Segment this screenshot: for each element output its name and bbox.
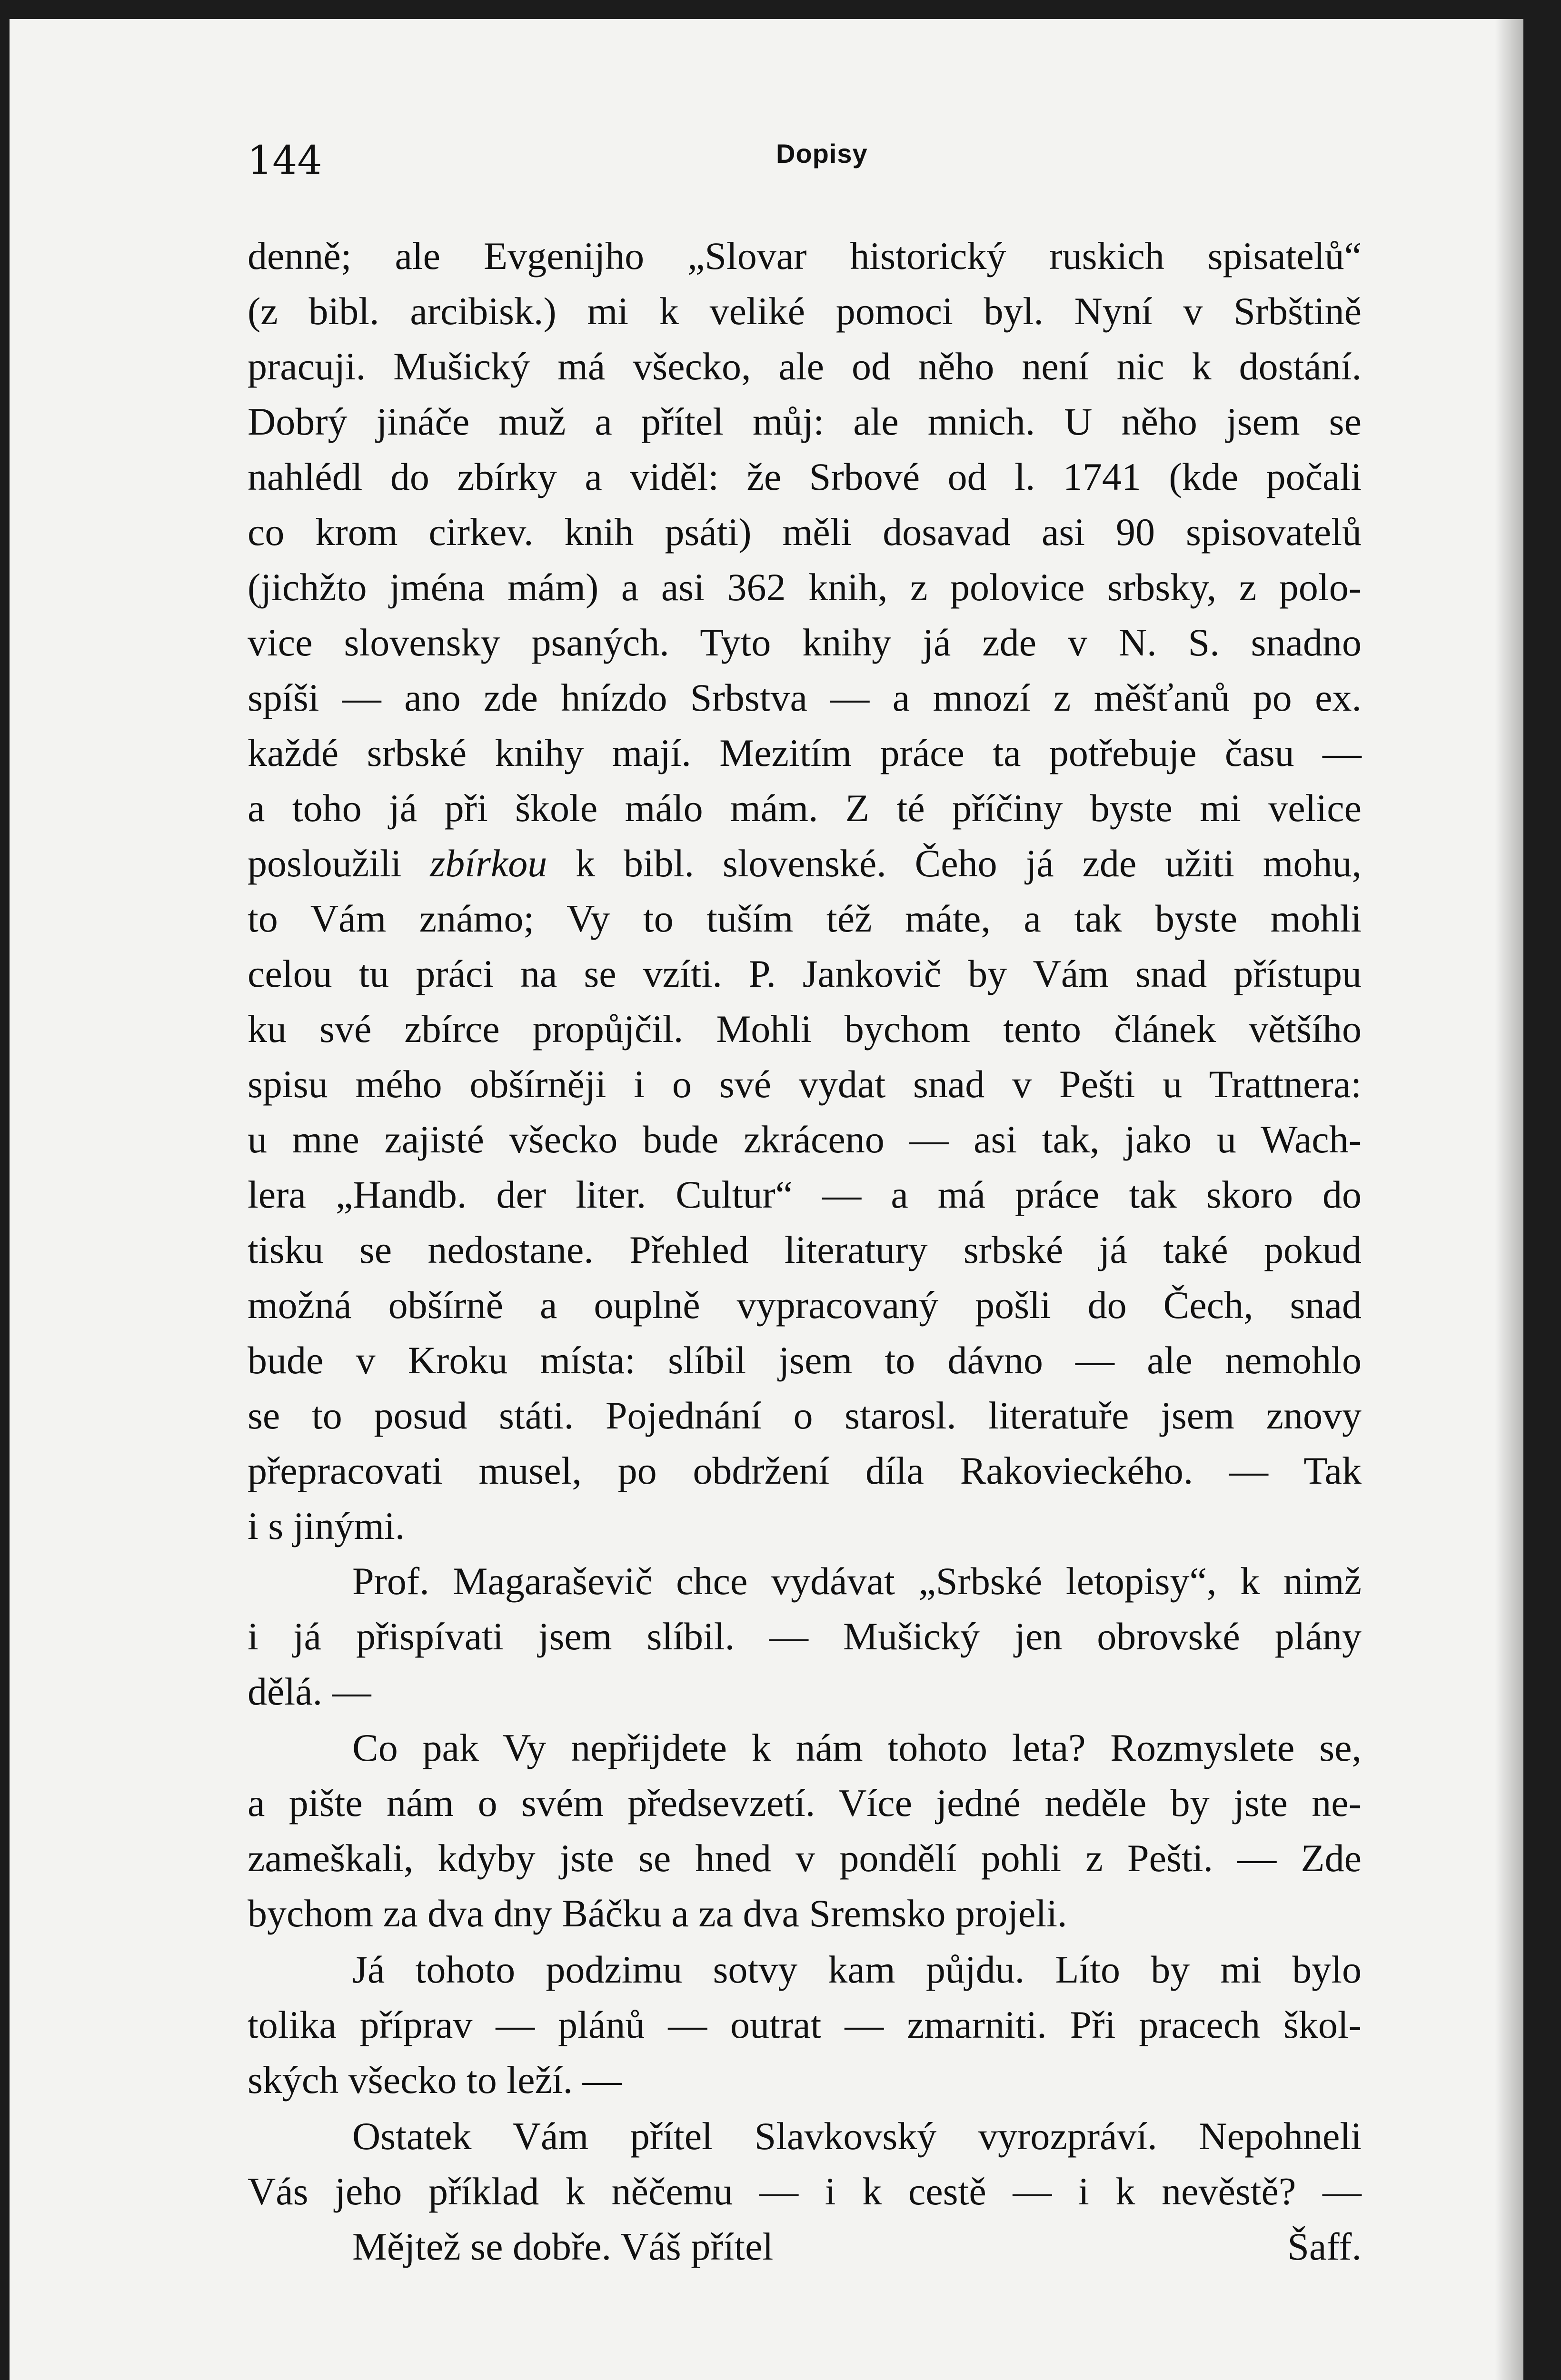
page-number: 144 <box>248 138 322 183</box>
running-title: Dopisy <box>776 139 868 169</box>
page-edge-shadow <box>1495 19 1523 2380</box>
text-line: i já přispívati jsem slíbil. — Mušický jen obrovské plány <box>248 1615 1362 1658</box>
closing-line <box>248 2219 1362 2274</box>
text-segment: posloužili <box>248 842 430 885</box>
text-line: Dobrý jináče muž a přítel můj: ale mnich. U něho jsem se <box>248 400 1362 443</box>
text-line: možná obšírně a ouplně vypracovaný pošli do Čech, snad <box>248 1283 1362 1327</box>
page-header <box>248 129 1362 186</box>
text-line: nahlédl do zbírky a viděl: že Srbové od l. 1741 (kde počali <box>248 455 1362 498</box>
paragraph-first-line: Prof. Magaraševič chce vydávat „Srbské letopisy“, k nimž <box>352 1559 1362 1603</box>
text-line: tolika příprav — plánů — outrat — zmarniti. Při pracech škol- <box>248 2003 1362 2046</box>
text-line: každé srbské knihy mají. Mezitím práce ta potřebuje času — <box>248 731 1362 774</box>
text-line: tisku se nedostane. Přehled literatury srbské já také pokud <box>248 1228 1362 1271</box>
text-line: to Vám známo; Vy to tuším též máte, a tak byste mohli <box>248 897 1362 940</box>
text-line: ských všecko to leží. — <box>248 2058 622 2102</box>
text-line: ku své zbírce propůjčil. Mohli bychom tento článek většího <box>248 1007 1362 1051</box>
text-line: co krom cirkev. knih psáti) měli dosavad asi 90 spisovatelů <box>248 510 1362 554</box>
text-line: u mne zajisté všecko bude zkráceno — asi tak, jako u Wach- <box>248 1118 1362 1161</box>
signature: Šaff. <box>1287 2225 1362 2268</box>
paragraph-first-line: Ostatek Vám přítel Slavkovský vyrozpráví. Nepohneli <box>352 2114 1362 2158</box>
text-line: lera „Handb. der liter. Cultur“ — a má práce tak skoro do <box>248 1173 1362 1216</box>
text-line: celou tu práci na se vzíti. P. Jankovič by Vám snad přístupu <box>248 952 1362 995</box>
text-line: přepracovati musel, po obdržení díla Rakovieckého. — Tak <box>248 1449 1362 1492</box>
italic-word: zbírkou <box>430 842 547 885</box>
text-segment: k bibl. slovenské. Čeho já zde užiti mohu, <box>547 842 1362 885</box>
text-line: se to posud státi. Pojednání o starosl. literatuře jsem znovy <box>248 1394 1362 1437</box>
text-line: bude v Kroku místa: slíbil jsem to dávno — ale nemohlo <box>248 1339 1362 1382</box>
letter-text <box>248 228 1362 2274</box>
text-line: (z bibl. arcibisk.) mi k veliké pomoci byl. Nyní v Srbštině <box>248 289 1362 333</box>
text-line: denně; ale Evgenijho „Slovar historický ruskich spisatelů“ <box>248 234 1362 278</box>
text-line: (jichžto jména mám) a asi 362 knih, z polovice srbsky, z polo- <box>248 565 1362 609</box>
paragraph-first-line: Já tohoto podzimu sotvy kam půjdu. Líto by mi bylo <box>352 1948 1362 1991</box>
text-line: a toho já při škole málo mám. Z té příčiny byste mi velice <box>248 786 1362 830</box>
text-line: pracuji. Mušický má všecko, ale od něho není nic k dostání. <box>248 345 1362 388</box>
book-page <box>10 19 1523 2380</box>
text-line: Vás jeho příklad k něčemu — i k cestě — i k nevěstě? — <box>248 2170 1362 2213</box>
paragraph-first-line: Co pak Vy nepřijdete k nám tohoto leta? Rozmyslete se, <box>352 1726 1362 1769</box>
text-line: a pište nám o svém předsevzetí. Více jedné neděle by jste ne- <box>248 1781 1362 1825</box>
text-line: zameškali, kdyby jste se hned v pondělí pohli z Pešti. — Zde <box>248 1836 1362 1880</box>
text-line: vice slovensky psaných. Tyto knihy já zde v N. S. snadno <box>248 621 1362 664</box>
text-line: dělá. — <box>248 1670 371 1713</box>
text-line: spíši — ano zde hnízdo Srbstva — a mnozí z měšťanů po ex. <box>248 676 1362 719</box>
text-line-with-italic <box>248 836 1362 891</box>
closing-text: Mějtež se dobře. Váš přítel <box>352 2225 774 2268</box>
text-line: spisu mého obšírněji i o své vydat snad v Pešti u Trattnera: <box>248 1062 1362 1106</box>
text-line: i s jinými. <box>248 1504 405 1547</box>
text-line: bychom za dva dny Báčku a za dva Sremsko projeli. <box>248 1892 1067 1935</box>
